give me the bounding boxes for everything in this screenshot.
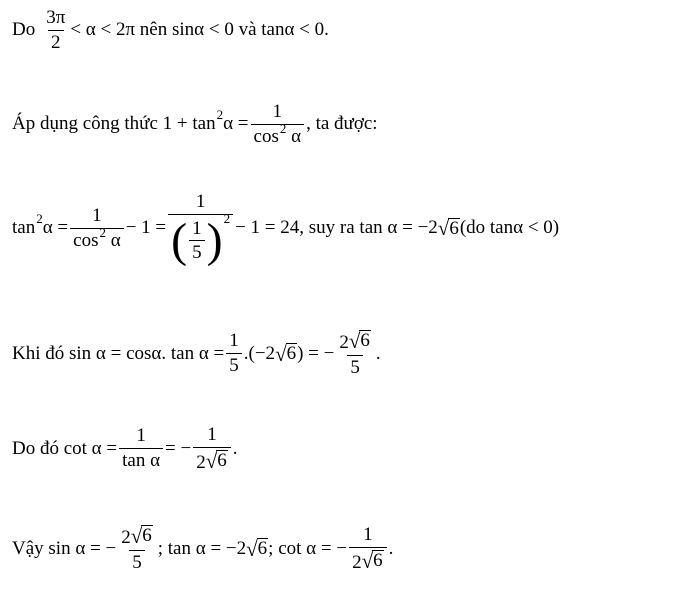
text: α = [223,113,249,135]
fraction-2sqrt6-over-5: 2 √ 6 5 [121,523,152,573]
fraction-1-over-tan: $\frac{1}{\text{tan α}}$ [119,426,163,471]
fraction-1-over-cos2: $\frac{1}{\cos^2 \alpha}$ [70,206,124,251]
fraction-3pi-over-2: $\frac{3\pi}{2}$ [46,7,66,53]
sqrt: √ 6 [437,216,459,241]
text: Do [12,19,36,41]
fraction-1-over-2sqrt6: 1 2 √ 6 [349,525,387,573]
fraction-1-over-cos2: $\frac{1}{\cos^2 \alpha}$ [251,102,305,147]
text: Áp dụng công thức 1 + tan [12,113,216,135]
text: , ta được: [306,113,378,135]
text: < α < 2π nên sinα < 0 và tanα < 0. [70,19,329,41]
superscript: 2 [216,107,224,123]
line-3: tan 2 α = $\frac{1}{\cos^2 \alpha}$ − 1 = 1 ( $\frac{1}{5}$ ) 2 − 1 = 24 , suy ra tan α = −2 √ 6 (do tanα < 0) [12,191,560,267]
line-2 [12,102,378,147]
text: tan [12,217,36,239]
fraction-1-over-5: $\frac{1}{5}$ [226,331,242,376]
fraction-2sqrt6-over-5: 2 √ 6 5 [339,328,370,378]
line-4: Khi đó sin α = cosα. tan α = $\frac{1}{5}$ .(−2 √ 6 ) = − 2 √ 6 5 . [12,328,381,378]
line-5: Do đó cot α = $\frac{1}{\text{tan α}}$ = − 1 2 √ 6 . [12,424,238,473]
fraction-1-over-2sqrt6: 1 2 √ 6 [193,425,231,473]
line-1 [12,8,329,53]
fraction-1-over-one-fifth-squared: 1 ( $\frac{1}{5}$ ) 2 [168,192,233,265]
line-6: Vậy sin α = − 2 √ 6 5 ; tan α = −2 √ 6 ; cot α = − 1 2 √ 6 . [12,523,394,573]
